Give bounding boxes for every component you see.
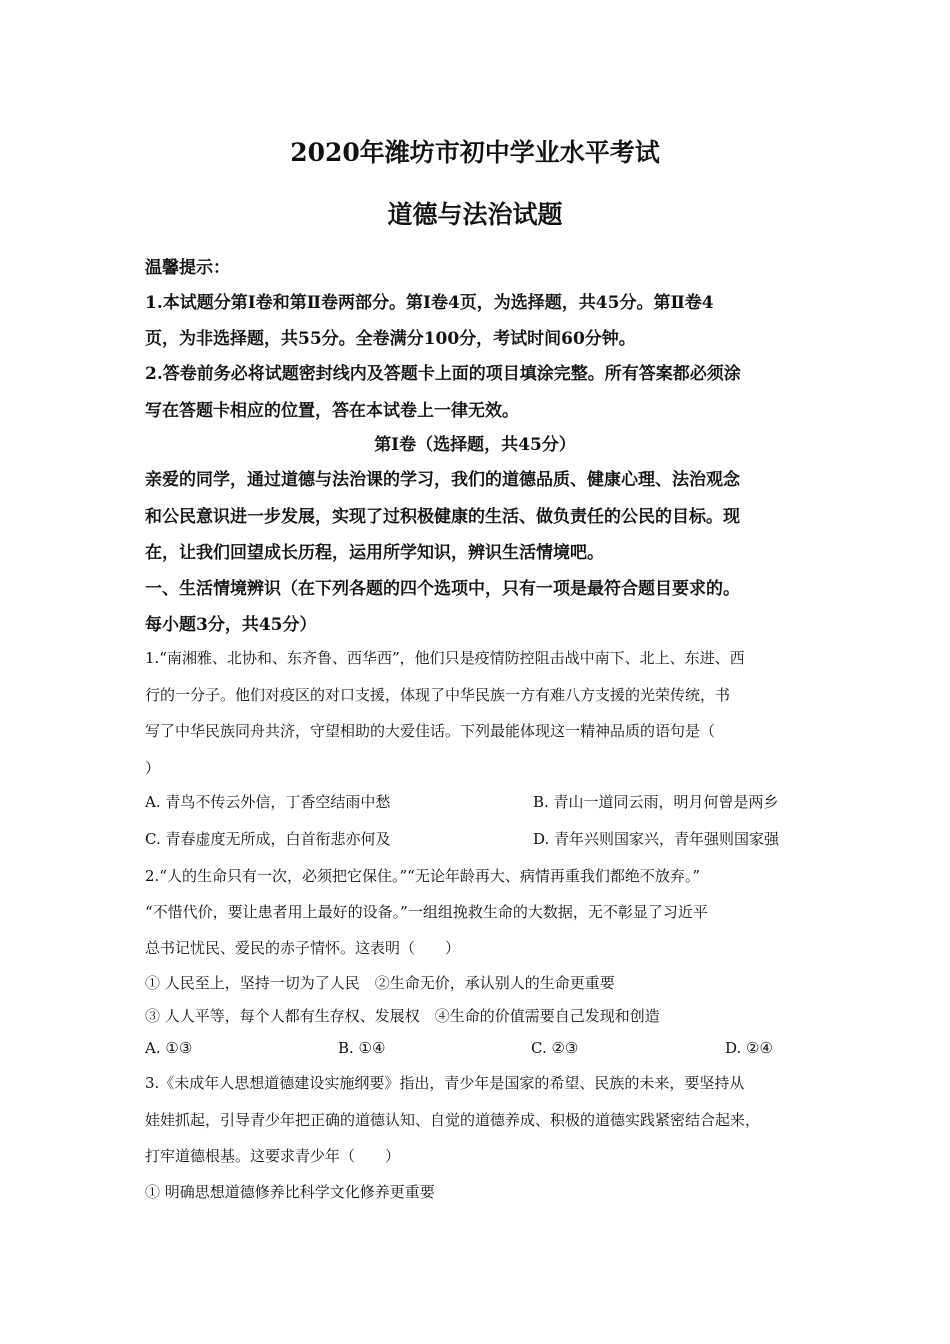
q2-option-b: B. ①④ — [338, 1039, 386, 1057]
q1-option-a: A. 青鸟不传云外信，丁香空结雨中愁 — [145, 793, 391, 811]
exam-title: 2020年潍坊市初中学业水平考试 — [290, 138, 660, 167]
q2-option-a: A. ①③ — [145, 1039, 193, 1057]
notice-line: 页，为非选择题，共55分。全卷满分100分，考试时间60分钟。 — [145, 329, 636, 349]
q1-option-c: C. 青春虚度无所成，白首衔悲亦何及 — [145, 830, 391, 848]
q3-line: 3.《未成年人思想道德建设实施纲要》指出，青少年是国家的希望、民族的未来，要坚持从 — [145, 1074, 745, 1092]
q2-line: “不惜代价，要让患者用上最好的设备。”一组组挽救生命的大数据，无不彰显了习近平 — [145, 903, 708, 921]
q1-line: ） — [145, 759, 161, 777]
part1-heading: 第Ⅰ卷（选择题，共45分） — [374, 435, 576, 455]
notice-line: 1.本试题分第Ⅰ卷和第Ⅱ卷两部分。第Ⅰ卷4页，为选择题，共45分。第Ⅱ卷4 — [145, 293, 714, 313]
q1-line: 1.“南湘雅、北协和、东齐鲁、西华西”，他们只是疫情防控阻击战中南下、北上、东进、西 — [145, 649, 745, 667]
q2-line: 总书记忧民、爱民的赤子情怀。这表明（ ） — [145, 939, 461, 957]
q3-line: 娃娃抓起，引导青少年把正确的道德认知、自觉的道德养成、积极的道德实践紧密结合起来， — [145, 1111, 761, 1129]
intro-line: 和公民意识进一步发展，实现了过积极健康的生活、做负责任的公民的目标。现 — [145, 507, 740, 527]
notice-line: 2.答卷前务必将试题密封线内及答题卡上面的项目填涂完整。所有答案都必须涂 — [145, 364, 741, 384]
notice-label: 温馨提示： — [145, 258, 230, 278]
notice-line: 写在答题卡相应的位置，答在本试卷上一律无效。 — [145, 401, 519, 421]
q1-line: 行的一分子。他们对疫区的对口支援，体现了中华民族一方有难八方支援的光荣传统，书 — [145, 686, 731, 704]
q2-line: ③ 人人平等，每个人都有生存权、发展权 ④生命的价值需要自己发现和创造 — [145, 1007, 660, 1025]
q1-option-b: B. 青山一道同云雨，明月何曾是两乡 — [533, 793, 779, 811]
q3-line: ① 明确思想道德修养比科学文化修养更重要 — [145, 1183, 435, 1201]
q3-line: 打牢道德根基。这要求青少年（ ） — [145, 1147, 401, 1165]
q1-line: 写了中华民族同舟共济，守望相助的大爱佳话。下列最能体现这一精神品质的语句是（ — [145, 722, 716, 740]
intro-line: 在，让我们回望成长历程，运用所学知识，辨识生活情境吧。 — [145, 543, 604, 563]
q2-option-d: D. ②④ — [725, 1039, 773, 1057]
section-heading: 每小题3分，共45分） — [145, 615, 317, 635]
q2-line: 2.“人的生命只有一次，必须把它保住。”“无论年龄再大、病情再重我们都绝不放弃。” — [145, 867, 700, 885]
q2-line: ① 人民至上，坚持一切为了人民 ②生命无价，承认别人的生命更重要 — [145, 974, 615, 992]
q2-option-c: C. ②③ — [531, 1039, 579, 1057]
section-heading: 一、生活情境辨识（在下列各题的四个选项中，只有一项是最符合题目要求的。 — [145, 579, 740, 599]
exam-subtitle: 道德与法治试题 — [387, 200, 563, 229]
intro-line: 亲爱的同学，通过道德与法治课的学习，我们的道德品质、健康心理、法治观念 — [145, 470, 740, 490]
q1-option-d: D. 青年兴则国家兴，青年强则国家强 — [533, 830, 780, 848]
